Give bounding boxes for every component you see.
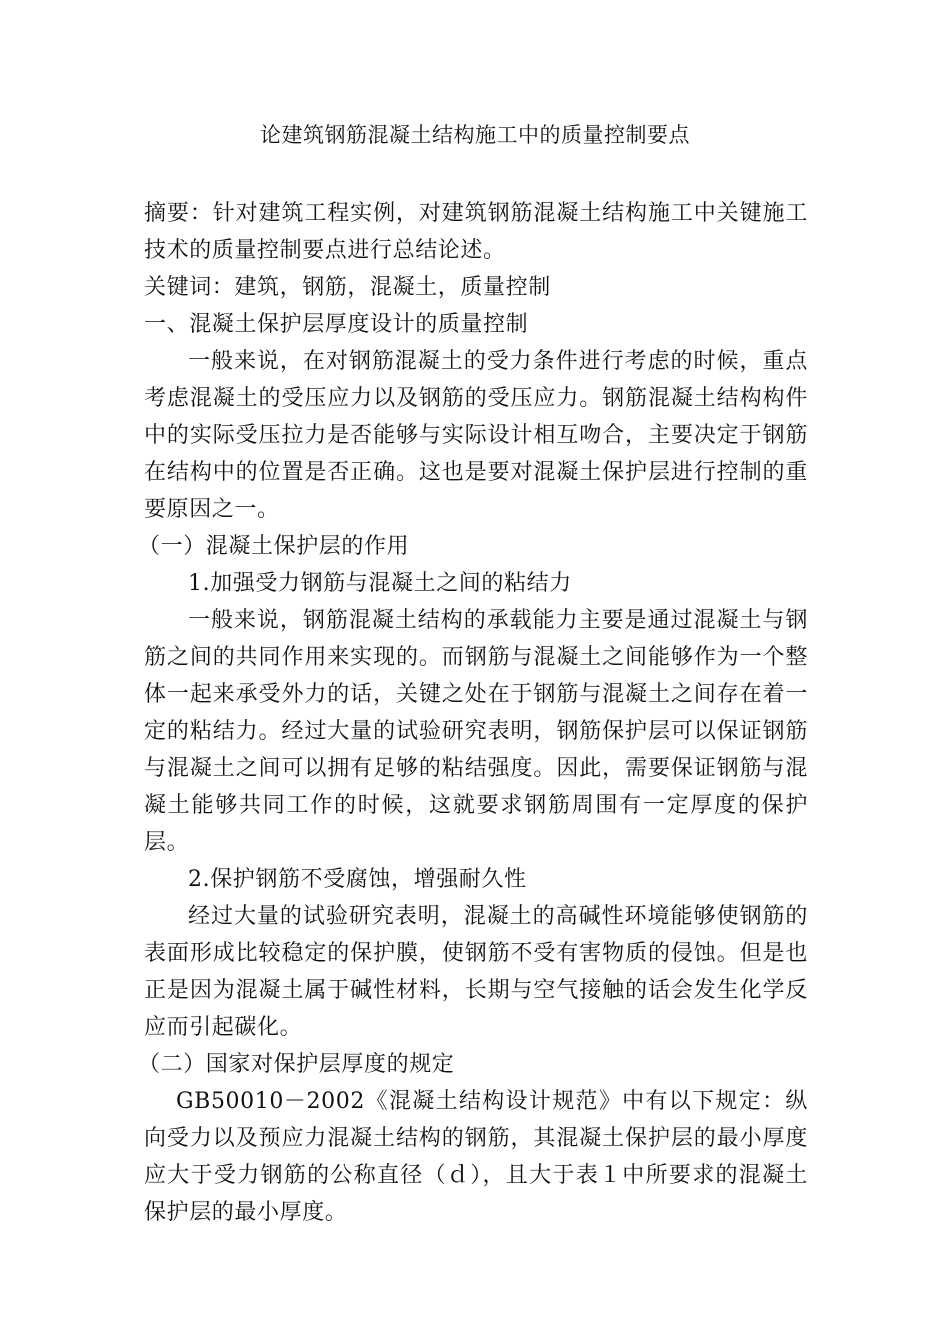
item-heading-1: 1.加强受力钢筋与混凝土之间的粘结力 bbox=[188, 571, 572, 596]
keywords-line: 关键词：建筑，钢筋，混凝土，质量控制 bbox=[144, 275, 551, 300]
section-1-paragraph: 一般来说，在对钢筋混凝土的受力条件进行考虑的时候，重点考虑混凝土的受压应力以及钢筋的受压应力。钢筋混凝土结构构件中的实际受压拉力是否能够与实际设计相互吻合，主要决定于钢筋在结构中的位置是否正确。这也是要对混凝土保护层进行控制的重要原因之一。 bbox=[144, 349, 808, 522]
item-2-paragraph: 经过大量的试验研究表明，混凝土的高碱性环境能够使钢筋的表面形成比较稳定的保护膜，使钢筋不受有害物质的侵蚀。但是也正是因为混凝土属于碱性材料，长期与空气接触的话会发生化学反应而引起碳化。 bbox=[144, 904, 808, 1040]
item-1-paragraph: 一般来说，钢筋混凝土结构的承载能力主要是通过混凝土与钢筋之间的共同作用来实现的。而钢筋与混凝土之间能够作为一个整体一起来承受外力的话，关键之处在于钢筋与混凝土之间存在着一定的粘结力。经过大量的试验研究表明，钢筋保护层可以保证钢筋与混凝土之间可以拥有足够的粘结强度。因此，需要保证钢筋与混凝土能够共同工作的时候，这就要求钢筋周围有一定厚度的保护层。 bbox=[144, 608, 808, 855]
abstract-paragraph: 摘要：针对建筑工程实例，对建筑钢筋混凝土结构施工中关键施工技术的质量控制要点进行总结论述。 bbox=[144, 201, 808, 263]
subsection-heading-2: （二）国家对保护层厚度的规定 bbox=[138, 1052, 455, 1077]
document-body bbox=[138, 195, 808, 1231]
item-heading-2: 2.保护钢筋不受腐蚀，增强耐久性 bbox=[188, 867, 527, 892]
subsection-2-paragraph: GB50010－2002《混凝土结构设计规范》中有以下规定：纵向受力以及预应力混凝土结构的钢筋，其混凝土保护层的最小厚度应大于受力钢筋的公称直径（ｄ），且大于表１中所要求的混凝土保护层的最小厚度。 bbox=[144, 1089, 808, 1225]
document-title: 论建筑钢筋混凝土结构施工中的质量控制要点 bbox=[260, 123, 690, 147]
subsection-heading-1: （一）混凝土保护层的作用 bbox=[138, 534, 410, 559]
section-heading-1: 一、混凝土保护层厚度设计的质量控制 bbox=[144, 312, 529, 337]
